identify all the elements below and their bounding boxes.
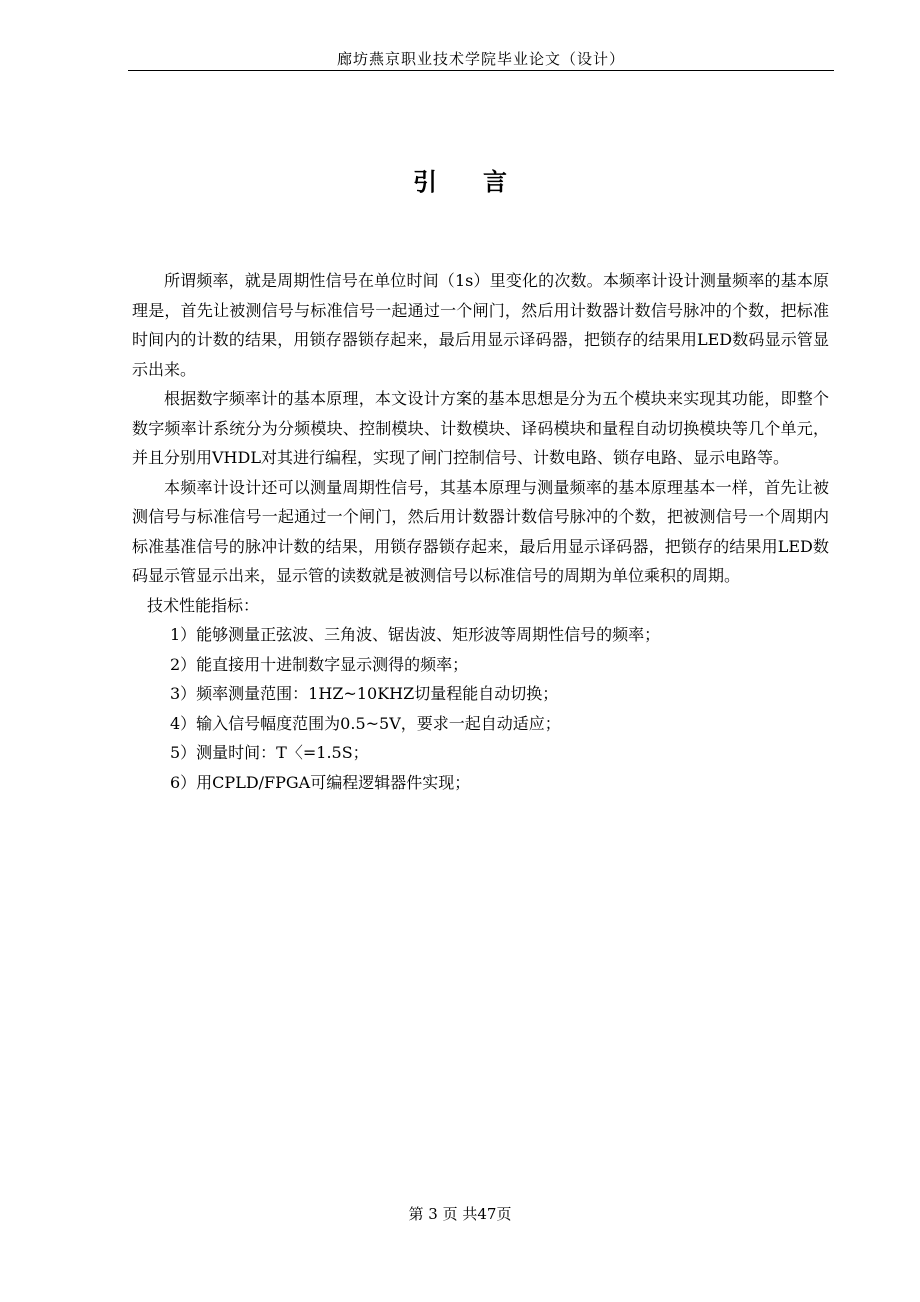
- page-title: 引言: [413, 167, 553, 196]
- list-item: 6）用CPLD/FPGA可编程逻辑器件实现；: [170, 772, 471, 792]
- header-divider: [128, 70, 834, 71]
- paragraph: 根据数字频率计的基本原理，本文设计方案的基本思想是分为五个模块来实现其功能，即整个数字频率计系统分为分频模块、控制模块、计数模块、译码模块和量程自动切换模块等几个单元，并且分别用VHDL对其进行编程，实现了闸门控制信号、计数电路、锁存电路、显示电路等。: [132, 389, 829, 467]
- document-body: [132, 266, 829, 797]
- paragraph: 本频率计设计还可以测量周期性信号，其基本原理与测量频率的基本原理基本一样，首先让被测信号与标准信号一起通过一个闸门，然后用计数器计数信号脉冲的个数，把被测信号一个周期内标准基准信号的脉冲计数的结果，用锁存器锁存起来，最后用显示译码器，把锁存的结果用LED数码显示管显示出来，显示管的读数就是被测信号以标准信号的周期为单位乘积的周期。: [132, 477, 829, 585]
- paragraph: 所谓频率，就是周期性信号在单位时间（1s）里变化的次数。本频率计设计测量频率的基本原理是，首先让被测信号与标准信号一起通过一个闸门，然后用计数器计数信号脉冲的个数，把标准时间内的计数的结果，用锁存器锁存起来，最后用显示译码器，把锁存的结果用LED数码显示管显示出来。: [132, 271, 829, 379]
- page-number: 第 3 页 共47页: [408, 1205, 512, 1223]
- list-item: 2）能直接用十进制数字显示测得的频率；: [170, 654, 469, 674]
- page-header: 廊坊燕京职业技术学院毕业论文（设计）: [336, 50, 625, 68]
- list-item: 5）测量时间：T〈=1.5S；: [170, 743, 369, 762]
- spec-heading: 技术性能指标：: [147, 595, 260, 615]
- list-item: 3）频率测量范围：1HZ~10KHZ切量程能自动切换；: [170, 684, 559, 703]
- spec-list: [132, 620, 829, 797]
- list-item: 4）输入信号幅度范围为0.5~5V，要求一起自动适应；: [170, 713, 561, 733]
- list-item: 1）能够测量正弦波、三角波、锯齿波、矩形波等周期性信号的频率；: [170, 625, 661, 644]
